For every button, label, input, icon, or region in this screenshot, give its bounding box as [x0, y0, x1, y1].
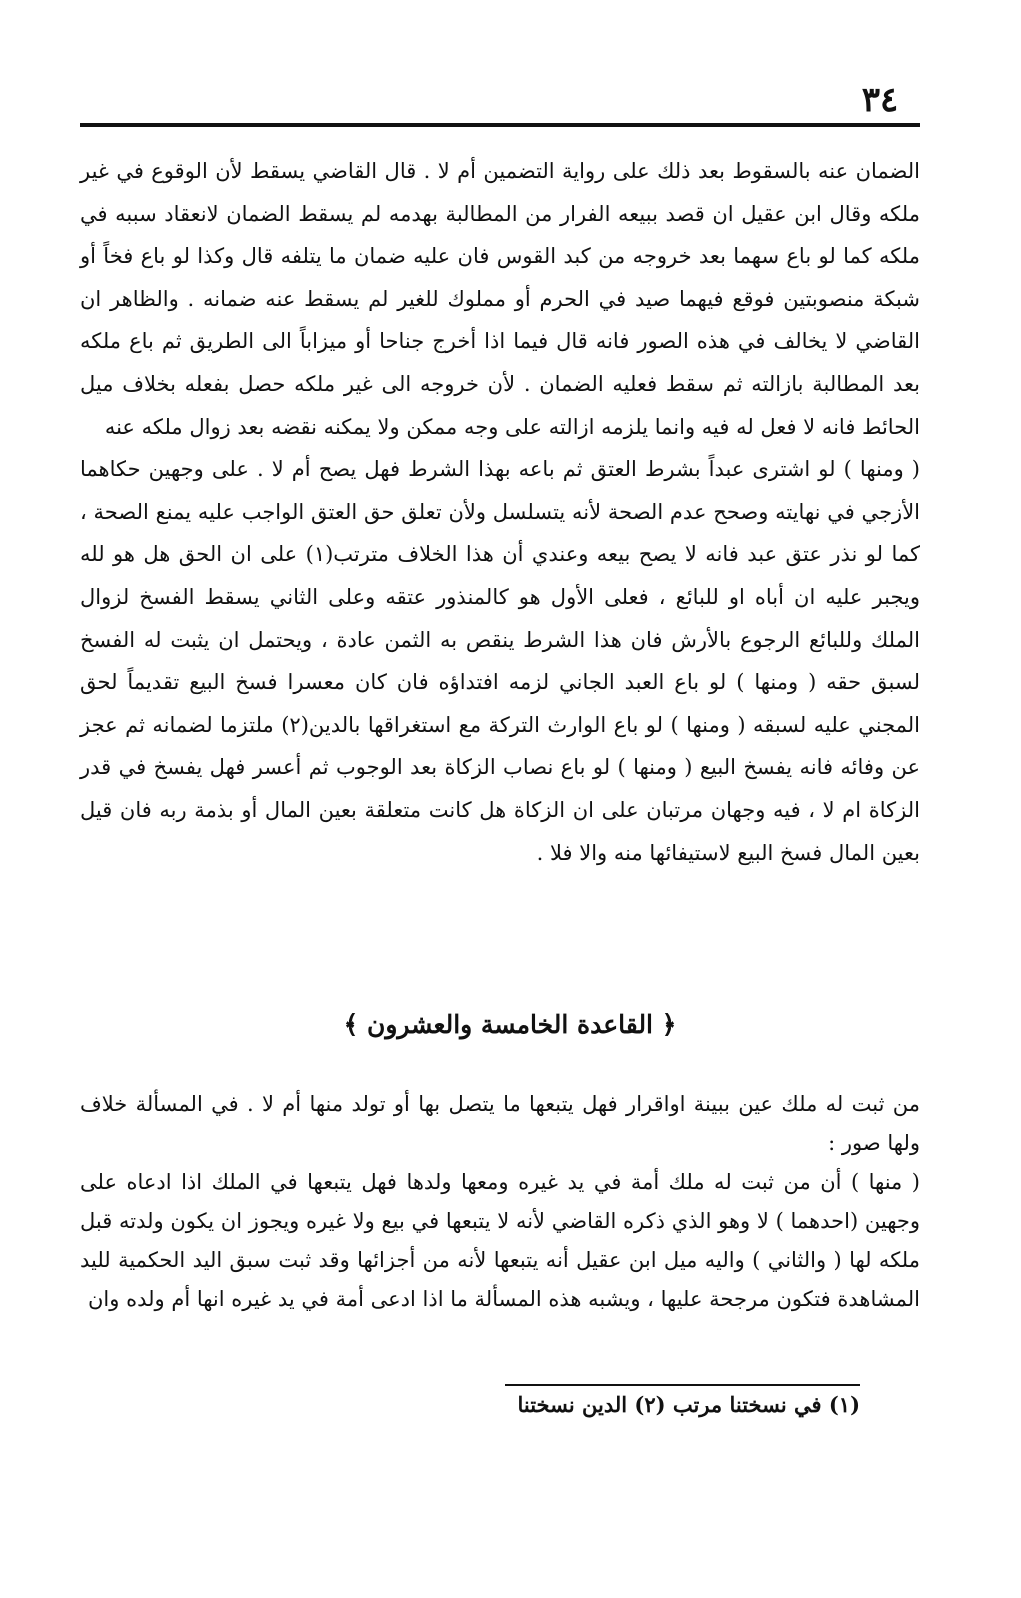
footnotes: (١) في نسختنا مرتب (٢) الدين نسختنا [517, 1392, 860, 1417]
paragraph: من ثبت له ملك عين ببينة اواقرار فهل يتبعها ما يتصل بها أو تولد منها أم لا . في المسألة خلاف ولها صور : [80, 1092, 920, 1155]
rule-heading: ﴿ القاعدة الخامسة والعشرون ﴾ [343, 1010, 677, 1039]
main-text [80, 150, 920, 874]
header-rule [80, 123, 920, 127]
footnote-rule [505, 1384, 860, 1386]
paragraph: ( ومنها ) لو اشترى عبداً بشرط العتق ثم باعه بهذا الشرط فهل يصح أم لا . على وجهين حكاهما الأزجي في نهايته وصحح عدم الصحة لأنه يتسلسل ولأن تعلق حق العتق الواجب عليه يمنع الصحة ، كما لو نذر عتق عبد فانه لا يصح بيعه وعندي أن هذا الخلاف مترتب(١) على ان الحق هل هو لله ويجبر عليه ان أباه او للبائع ، فعلى الأول هو كالمنذور عتقه وعلى الثاني يسقط الفسخ لزوال الملك وللبائع الرجوع بالأرش فان هذا الشرط ينقص به الثمن عادة ، ويحتمل ان يثبت له الفسخ لسبق حقه ( ومنها ) لو باع العبد الجاني لزمه افتداؤه فان كان معسرا فسخ البيع تقديماً لحق المجني عليه لسبقه ( ومنها ) لو باع الوارث التركة مع استغراقها بالدين(٢) ملتزما لضمانه ثم عجز عن وفائه فانه يفسخ البيع ( ومنها ) لو باع نصاب الزكاة بعد الوجوب ثم أعسر فهل يفسخ في قدر الزكاة ام لا ، فيه وجهان مرتبان على ان الزكاة هل كانت متعلقة بعين المال أو بذمة ربه فان قيل بعين المال فسخ البيع لاستيفائها منه والا فلا . [80, 457, 920, 865]
paragraph: ( منها ) أن من ثبت له ملك أمة في يد غيره ومعها ولدها فهل يتبعها في الملك اذا ادعاه على وجهين (احدهما ) لا وهو الذي ذكره القاضي لأنه لا يتبعها في بيع ولا غيره ويجوز ان يكون ولدته قبل ملكه لها ( والثاني ) واليه ميل ابن عقيل أنه يتبعها لأنه من أجزائها وقد ثبت سبق اليد الحكمية لليد المشاهدة فتكون مرجحة عليها ، ويشبه هذه المسألة ما اذا ادعى أمة في يد غيره انها أم ولده وان [80, 1170, 920, 1311]
page-number: ٣٤ [861, 80, 899, 120]
section-text [80, 1085, 920, 1319]
paragraph: الضمان عنه بالسقوط بعد ذلك على رواية التضمين أم لا . قال القاضي يسقط لأن الوقوع في غير ملكه وقال ابن عقيل ان قصد ببيعه الفرار من المطالبة بهدمه لم يسقط الضمان لانعقاد سببه في ملكه كما لو باع سهما بعد خروجه من كبد القوس فان عليه ضمان ما يتلفه قال وكذا لو باع فخاً أو شبكة منصوبتين فوقع فيهما صيد في الحرم أو مملوك للغير لم يسقط عنه ضمانه . والظاهر ان القاضي لا يخالف في هذه الصور فانه قال فيما اذا أخرج جناحا أو ميزاباً الى الطريق ثم باع ملكه بعد المطالبة بازالته ثم سقط فعليه الضمان . لأن خروجه الى غير ملكه حصل بفعله بخلاف ميل الحائط فانه لا فعل له فيه وانما يلزمه ازالته على وجه ممكن ولا يمكنه نقضه بعد زوال ملكه عنه [80, 159, 920, 439]
